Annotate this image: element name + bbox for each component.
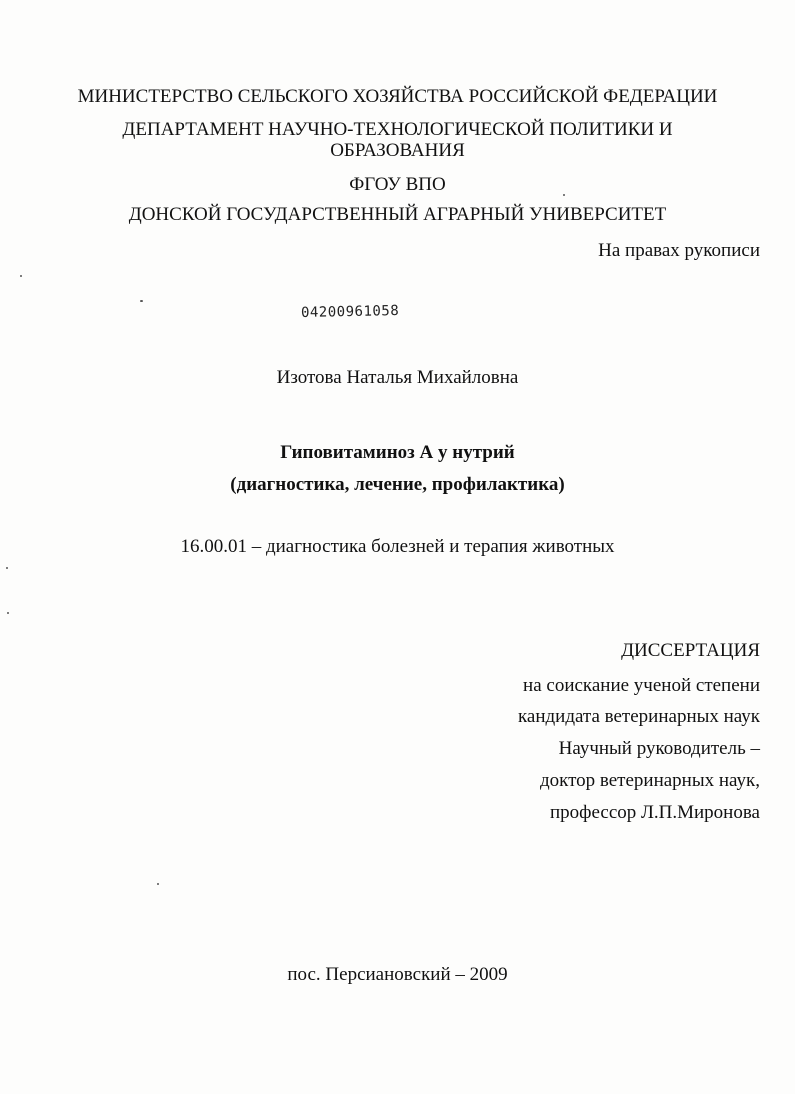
specialty-code: 16.00.01 – диагностика болезней и терапия животных [180, 536, 615, 557]
university-name: ДОНСКОЙ ГОСУДАРСТВЕННЫЙ АГРАРНЫЙ УНИВЕРСИТЕТ [128, 204, 667, 225]
scan-speck [563, 194, 565, 196]
supervisor-degree: доктор ветеринарных наук, [539, 770, 760, 791]
institution-type: ФГОУ ВПО [349, 174, 446, 195]
author-name: Изотова Наталья Михайловна [276, 367, 519, 388]
manuscript-note: На правах рукописи [598, 240, 760, 261]
scan-speck [140, 300, 143, 302]
degree-line2: кандидата ветеринарных наук [517, 706, 760, 727]
supervisor-label: Научный руководитель – [558, 738, 760, 759]
thesis-subtitle: (диагностика, лечение, профилактика) [230, 474, 565, 495]
department-heading-line1: ДЕПАРТАМЕНТ НАУЧНО-ТЕХНОЛОГИЧЕСКОЙ ПОЛИТИКИ И [122, 119, 673, 140]
supervisor-name: профессор Л.П.Миронова [550, 802, 760, 823]
thesis-title: Гиповитаминоз А у нутрий [280, 442, 515, 463]
scan-speck [20, 275, 22, 277]
place-year: пос. Персиановский – 2009 [287, 964, 508, 985]
degree-line1: на соискание ученой степени [523, 675, 760, 696]
scan-speck [157, 883, 159, 885]
department-heading-line2: ОБРАЗОВАНИЯ [330, 140, 465, 161]
scan-speck [7, 612, 9, 614]
ministry-heading: МИНИСТЕРСТВО СЕЛЬСКОГО ХОЗЯЙСТВА РОССИЙСКОЙ ФЕДЕРАЦИИ [77, 86, 718, 107]
dissertation-heading: ДИССЕРТАЦИЯ [621, 640, 760, 661]
scan-speck [6, 567, 8, 569]
catalog-number-stamp: 04200961058 [300, 302, 400, 321]
